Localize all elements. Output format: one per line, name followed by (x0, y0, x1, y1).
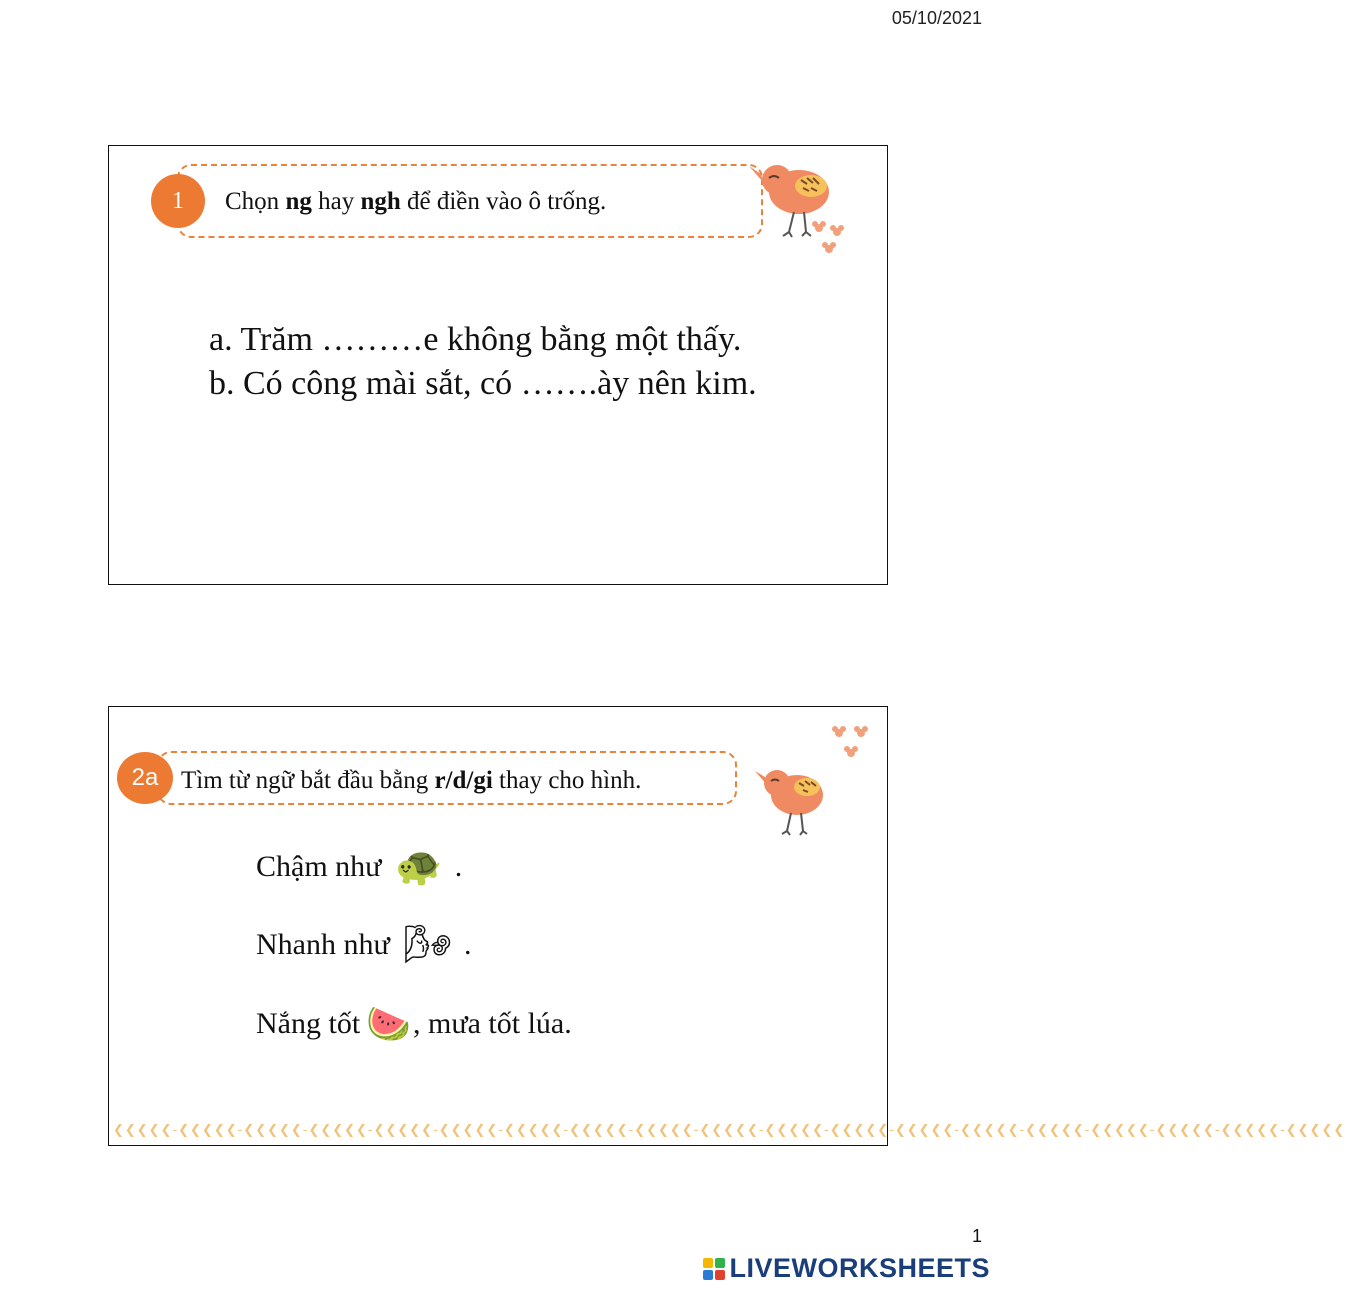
instruction-text: Chọn ng hay ngh để điền vào ô trống. (225, 188, 607, 215)
date-stamp: 05/10/2021 (891, 8, 982, 28)
page-number: 1 (971, 1226, 982, 1246)
sentence-a: a. Trăm ………e không bằng một thấy. (209, 321, 742, 358)
watermelon-icon: 🍉 (366, 1004, 411, 1044)
riddle-line-2: Nhanh như 🌬 . (256, 924, 472, 966)
turtle-icon: 🐢 (395, 846, 443, 888)
exercise-number-badge: 2a (117, 752, 173, 804)
slide-2 (108, 706, 1345, 1146)
bird-icon (757, 757, 837, 837)
slide-1 (108, 145, 888, 585)
sentence-b: b. Có công mài sắt, có …….ày nên kim. (209, 365, 757, 402)
exercise-number-badge: 1 (151, 174, 205, 228)
wind-cloud-icon: 🌬 (403, 924, 452, 966)
bird-icon (749, 154, 859, 254)
riddle-line-1: Chậm như 🐢 . (256, 846, 463, 888)
logo-text: LIVEWORKSHEETS (729, 1253, 990, 1283)
riddle-line-3: Nắng tốt 🍉 , mưa tốt lúa. (256, 1004, 572, 1044)
logo-mark-icon (703, 1258, 725, 1280)
liveworksheets-logo (703, 1253, 990, 1284)
decorative-border: ❮❮❮❮❮-❮❮❮❮❮-❮❮❮❮❮-❮❮❮❮❮-❮❮❮❮❮-❮❮❮❮❮-❮❮❮❮❮-❮❮❮❮❮-❮❮❮❮❮-❮❮❮❮❮-❮❮❮❮❮-❮❮❮❮❮-❮❮❮❮❮-❮❮❮❮❮-❮❮❮❮❮-❮❮❮❮❮-❮❮❮❮❮-❮❮❮❮❮-❮❮❮❮❮ (113, 1123, 1345, 1138)
instruction-text: Tìm từ ngữ bắt đầu bằng r/d/gi thay cho hình. (181, 767, 642, 794)
